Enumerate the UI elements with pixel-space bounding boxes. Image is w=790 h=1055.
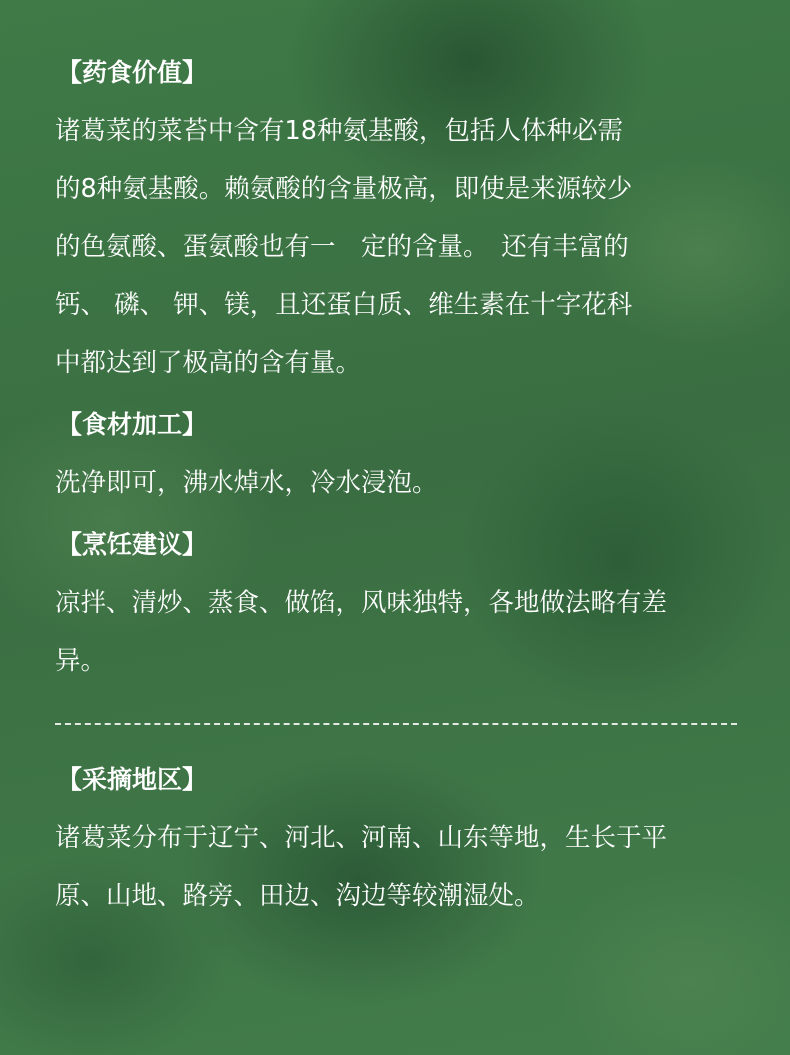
section-cooking-suggestion: [55, 524, 750, 690]
section-heading: 【食材加工】: [57, 410, 208, 439]
section-heading: 【烹饪建议】: [57, 530, 208, 559]
article-content: [55, 52, 750, 925]
section-heading: 【采摘地区】: [57, 765, 208, 794]
dashed-divider: [55, 723, 737, 725]
text-line: 凉拌、清炒、蒸食、做馅，风味独特，各地做法略有差: [55, 588, 668, 618]
section-processing: [55, 404, 750, 512]
text-line: 的色氨酸、蛋氨酸也有一 定的含量。 还有丰富的: [55, 232, 629, 262]
text-line: 诸葛菜的菜苔中含有18种氨基酸，包括人体种必需: [55, 116, 623, 146]
section-heading: 【药食价值】: [57, 58, 208, 87]
text-line: 钙、 磷、 钾、镁，且还蛋白质、维生素在十字花科: [55, 290, 633, 320]
text-line: 诸葛菜分布于辽宁、河北、河南、山东等地，生长于平: [55, 823, 668, 853]
text-line: 中都达到了极高的含有量。: [55, 348, 362, 378]
section-harvest-region: [55, 759, 750, 925]
text-line: 洗净即可，沸水焯水，冷水浸泡。: [55, 468, 438, 498]
text-line: 的8种氨基酸。赖氨酸的含量极高，即使是来源较少: [55, 174, 633, 204]
text-line: 异。: [55, 646, 107, 676]
section-medicinal-value: [55, 52, 750, 392]
text-line: 原、山地、路旁、田边、沟边等较潮湿处。: [55, 881, 540, 911]
